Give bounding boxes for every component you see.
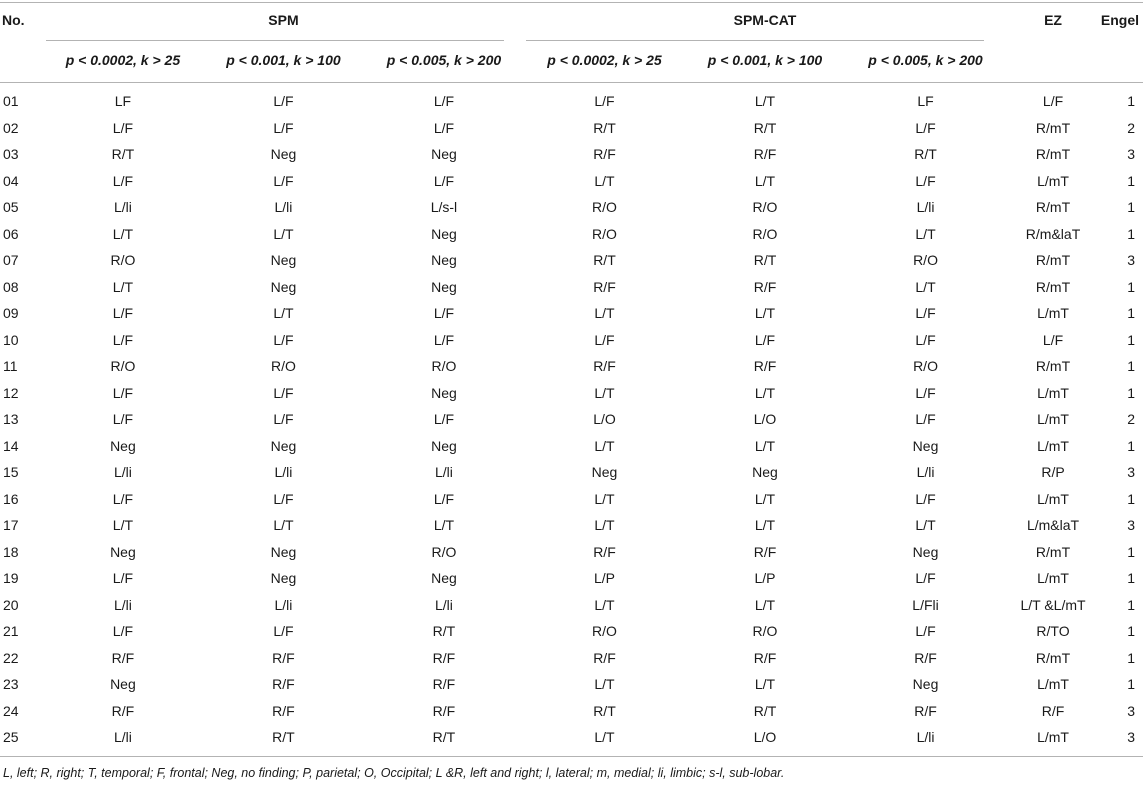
cell-spm-b: R/T [272,729,295,746]
cell-patient-no: 14 [3,437,19,454]
cell-ez: R/mT [1035,252,1071,269]
cell-ez: L/mT [1037,305,1069,322]
cell-ez: L/mT [1037,411,1069,428]
cell-ez: R/mT [1035,649,1071,666]
cell-spmcat-b: L/T [754,384,776,401]
threshold-header: p < 0.001, k > 100 [226,52,341,68]
cell-ez: L/m&laT [1026,517,1080,534]
cell-patient-no: 03 [3,146,19,163]
cell-patient-no: 01 [3,93,19,110]
cell-spmcat-a: Neg [591,464,618,481]
cell-spmcat-a: R/O [592,623,617,640]
cell-spmcat-a: R/F [593,358,616,375]
cell-patient-no: 16 [3,490,19,507]
cell-patient-no: 06 [3,225,19,242]
cell-ez: R/TO [1036,623,1070,640]
table-row [0,433,1143,460]
cell-patient-no: 20 [3,596,19,613]
cell-patient-no: 07 [3,252,19,269]
table-row [0,618,1143,645]
cell-spm-b: L/li [274,596,293,613]
cell-spmcat-b: L/T [754,596,776,613]
cell-engel: 3 [1127,146,1135,163]
cell-spm-b: Neg [270,146,297,163]
cell-spm-a: L/F [112,384,134,401]
table-row [0,698,1143,725]
footnote: L, left; R, right; T, temporal; F, frontal; Neg, no finding; P, parietal; O, Occipital; L &R, left and right; l, lateral; m, medial; li, limbic; s-l, sub-lobar. [3,766,785,780]
cell-spm-b: R/F [272,676,295,693]
table-row [0,221,1143,248]
cell-patient-no: 22 [3,649,19,666]
cell-spm-a: L/F [112,623,134,640]
cell-spm-a: L/F [112,172,134,189]
cell-engel: 1 [1127,172,1135,189]
cell-ez: R/mT [1035,119,1071,136]
cell-spm-c: Neg [431,570,457,587]
cell-ez: R/m&laT [1025,225,1081,242]
cell-spm-b: L/li [274,199,293,216]
cell-spm-a: L/T [112,517,134,534]
cell-spmcat-a: R/T [593,252,616,269]
header-engel: Engel [1100,12,1139,28]
table-row [0,141,1143,168]
cell-spm-b: L/F [273,623,294,640]
cell-patient-no: 19 [3,570,19,587]
cell-engel: 1 [1127,596,1135,613]
cell-spm-b: L/F [273,119,294,136]
cell-spm-b: L/li [274,464,293,481]
cell-spm-b: Neg [270,543,297,560]
cell-spm-c: R/T [432,623,456,640]
cell-engel: 3 [1127,517,1135,534]
cell-patient-no: 17 [3,517,19,534]
table-row [0,539,1143,566]
cell-spm-c: L/F [433,331,455,348]
cell-spmcat-c: L/T [915,225,936,242]
cell-engel: 1 [1127,305,1135,322]
table-row [0,194,1143,221]
table-row [0,671,1143,698]
cell-spmcat-b: R/T [753,119,777,136]
cell-spm-a: L/F [112,411,134,428]
cell-spm-a: L/T [112,278,134,295]
cell-spm-b: Neg [270,278,297,295]
cell-spmcat-b: L/T [754,305,776,322]
cell-spmcat-b: L/T [754,490,776,507]
table-row [0,380,1143,407]
cell-spm-c: Neg [431,252,457,269]
cell-engel: 1 [1127,225,1135,242]
cell-spmcat-c: R/F [914,702,937,719]
cell-spmcat-c: R/O [913,358,938,375]
cell-ez: L/mT [1037,384,1069,401]
cell-spmcat-c: L/li [916,464,935,481]
cell-patient-no: 11 [3,358,18,375]
cell-spm-c: L/T [433,517,455,534]
cell-spm-a: Neg [110,676,136,693]
threshold-header: p < 0.005, k > 200 [386,52,502,68]
cell-spm-c: L/F [433,490,455,507]
cell-spm-a: R/F [111,649,135,666]
table-row [0,512,1143,539]
table-row [0,247,1143,274]
table-row [0,592,1143,619]
cell-spm-c: L/F [433,305,455,322]
cell-spmcat-c: R/F [914,649,937,666]
cell-spmcat-b: Neg [752,464,778,481]
table-row [0,459,1143,486]
cell-spm-a: L/F [112,570,134,587]
cell-spmcat-b: R/O [752,623,778,640]
cell-spm-a: L/li [113,199,132,216]
cell-spmcat-a: L/T [594,172,615,189]
cell-spmcat-c: L/F [915,172,936,189]
cell-spmcat-a: R/F [593,278,616,295]
cell-spm-b: R/F [272,649,295,666]
cell-spmcat-b: R/O [752,225,778,242]
cell-engel: 1 [1127,543,1135,560]
cell-spmcat-c: R/T [914,146,937,163]
cell-spmcat-b: R/F [753,278,777,295]
cell-engel: 3 [1127,464,1135,481]
cell-engel: 1 [1127,384,1135,401]
cell-ez: L/F [1042,331,1064,348]
cell-spm-a: Neg [110,437,136,454]
cell-spmcat-a: R/F [593,649,616,666]
cell-engel: 1 [1127,649,1135,666]
cell-ez: L/mT [1037,570,1069,587]
cell-spm-c: R/T [432,729,456,746]
cell-ez: L/mT [1037,172,1069,189]
cell-spm-a: L/li [113,729,132,746]
cell-spmcat-a: R/T [593,702,616,719]
cell-spmcat-c: L/F [915,384,936,401]
cell-spmcat-a: R/O [592,225,617,242]
cell-spmcat-a: L/T [594,517,615,534]
cell-engel: 1 [1127,490,1135,507]
cell-spmcat-c: L/Fli [912,596,939,613]
cell-ez: R/mT [1035,543,1071,560]
cell-spmcat-b: L/T [754,517,776,534]
cell-spmcat-c: L/li [916,729,935,746]
cell-spm-c: Neg [431,384,457,401]
cell-patient-no: 23 [3,676,19,693]
cell-spmcat-a: L/T [594,596,615,613]
cell-spmcat-a: L/T [594,729,615,746]
cell-engel: 2 [1127,119,1135,136]
cell-engel: 2 [1127,411,1135,428]
cell-patient-no: 02 [3,119,19,136]
cell-spm-b: L/F [273,331,294,348]
cell-spmcat-b: L/P [754,570,776,587]
cell-ez: R/mT [1035,146,1071,163]
cell-engel: 3 [1127,729,1135,746]
cell-engel: 1 [1127,358,1135,375]
cell-spmcat-c: L/li [916,199,935,216]
cell-spm-b: L/F [273,384,294,401]
cell-spmcat-b: R/F [753,358,777,375]
cell-engel: 3 [1127,702,1135,719]
cell-spm-a: L/li [113,596,132,613]
cell-spmcat-c: Neg [912,543,939,560]
cell-spm-c: Neg [431,278,457,295]
cell-patient-no: 05 [3,199,19,216]
cell-ez: L/mT [1037,729,1069,746]
cell-ez: L/F [1042,93,1064,110]
cell-patient-no: 04 [3,172,19,189]
cell-spmcat-b: L/T [754,676,776,693]
cell-spmcat-a: L/T [594,305,615,322]
cell-spm-b: L/F [273,490,294,507]
cell-spm-c: L/F [433,411,455,428]
cell-spm-a: L/F [112,331,134,348]
cell-spmcat-b: L/T [754,93,776,110]
cell-spm-c: R/F [432,702,456,719]
table-row [0,274,1143,301]
cell-spmcat-a: R/T [593,119,616,136]
table-row [0,115,1143,142]
cell-spmcat-b: L/O [753,411,777,428]
cell-engel: 1 [1127,331,1135,348]
cell-spm-a: R/F [111,702,135,719]
cell-spm-c: L/s-l [430,199,458,216]
cell-patient-no: 25 [3,729,19,746]
cell-spmcat-c: L/F [915,305,936,322]
cell-spmcat-c: Neg [912,437,939,454]
cell-spmcat-c: L/F [915,331,936,348]
header-no: No. [2,12,25,28]
cell-spmcat-b: R/F [753,543,777,560]
cell-spmcat-b: L/F [754,331,776,348]
cell-spm-a: L/li [113,464,132,481]
cell-patient-no: 13 [3,411,19,428]
cell-spm-b: L/F [273,411,294,428]
cell-spm-c: R/O [431,358,457,375]
cell-spmcat-a: L/T [594,384,615,401]
cell-engel: 3 [1127,252,1135,269]
cell-patient-no: 15 [3,464,19,481]
cell-spmcat-a: L/T [594,437,615,454]
cell-spm-c: R/O [431,543,457,560]
cell-spmcat-c: L/F [915,570,936,587]
threshold-header: p < 0.001, k > 100 [707,52,823,68]
cell-spm-b: L/T [273,517,294,534]
cell-engel: 1 [1127,676,1135,693]
cell-patient-no: 12 [3,384,19,401]
cell-spm-b: Neg [270,252,297,269]
cell-ez: R/mT [1035,199,1071,216]
table-row [0,353,1143,380]
cell-spm-a: L/F [112,490,134,507]
cell-spm-c: R/F [432,649,456,666]
cell-spm-c: Neg [431,225,457,242]
cell-engel: 1 [1127,437,1135,454]
cell-spm-c: L/F [433,119,455,136]
cell-spmcat-c: R/O [913,252,938,269]
cell-spm-c: R/F [432,676,456,693]
cell-ez: R/mT [1035,358,1071,375]
cell-spm-a: L/T [112,225,134,242]
cell-spmcat-a: R/F [593,146,616,163]
cell-spm-a: R/T [111,146,135,163]
cell-spmcat-a: L/T [594,490,615,507]
cell-engel: 1 [1127,278,1135,295]
table-row [0,168,1143,195]
cell-engel: 1 [1127,623,1135,640]
cell-ez: L/mT [1037,676,1069,693]
cell-spm-b: Neg [270,570,297,587]
cell-patient-no: 21 [3,623,19,640]
table-row [0,300,1143,327]
cell-spm-c: L/li [435,464,453,481]
cell-spmcat-a: L/F [594,93,615,110]
cell-spmcat-c: L/F [915,411,936,428]
table-row [0,327,1143,354]
cell-spm-b: R/F [272,702,295,719]
header-spm: SPM [268,12,299,28]
cell-ez: L/T &L/mT [1020,596,1086,613]
cell-spm-b: L/F [273,93,294,110]
cell-ez: R/F [1041,702,1065,719]
cell-spmcat-a: L/O [593,411,616,428]
table-row [0,406,1143,433]
cell-spmcat-a: R/O [592,199,617,216]
cell-ez: R/mT [1035,278,1071,295]
cell-spmcat-b: L/O [753,729,777,746]
cell-spmcat-a: R/F [593,543,616,560]
table-row [0,80,1143,115]
cell-spm-b: L/F [273,172,294,189]
cell-patient-no: 18 [3,543,19,560]
cell-spm-b: R/O [270,358,296,375]
cell-spm-a: Neg [110,543,136,560]
threshold-header: p < 0.0002, k > 25 [547,52,662,68]
cell-spmcat-b: R/T [753,252,777,269]
cell-spm-a: L/F [112,305,134,322]
cell-spm-b: Neg [270,437,297,454]
cell-spmcat-c: L/T [915,278,936,295]
cell-engel: 1 [1127,93,1135,110]
table-row [0,486,1143,513]
cell-spmcat-b: R/T [753,702,777,719]
cell-ez: R/P [1041,464,1065,481]
cell-engel: 1 [1127,199,1135,216]
cell-engel: 1 [1127,570,1135,587]
cell-spm-a: R/O [110,358,136,375]
threshold-header: p < 0.005, k > 200 [868,52,983,68]
cell-spmcat-c: LF [917,93,934,110]
header-spm-cat: SPM-CAT [733,12,797,28]
cell-spm-c: Neg [431,437,457,454]
cell-spmcat-b: R/F [753,649,777,666]
table-row [0,645,1143,672]
table-row [0,724,1143,751]
cell-spmcat-c: Neg [912,676,939,693]
bottom-rule [0,756,1143,757]
cell-patient-no: 24 [3,702,19,719]
cell-ez: L/mT [1037,490,1069,507]
cell-spm-b: L/T [273,225,294,242]
cell-spmcat-a: L/P [593,570,615,587]
cell-spmcat-c: L/F [915,623,936,640]
cell-spmcat-c: L/F [915,490,936,507]
cell-spmcat-c: L/F [915,119,936,136]
cell-spm-c: L/F [433,172,455,189]
table-body [0,80,1143,751]
cell-patient-no: 08 [3,278,19,295]
cell-spm-c: L/li [435,596,453,613]
cell-spm-c: Neg [431,146,457,163]
cell-spm-b: L/T [273,305,294,322]
cell-spmcat-b: L/T [754,172,776,189]
cell-spm-a: L/F [112,119,134,136]
header-ez: EZ [1044,12,1062,28]
cell-spmcat-a: L/F [594,331,615,348]
cell-spmcat-b: R/O [752,199,778,216]
cell-spmcat-a: L/T [594,676,615,693]
cell-spm-a: R/O [110,252,136,269]
threshold-header: p < 0.0002, k > 25 [65,52,181,68]
cell-patient-no: 10 [3,331,19,348]
cell-spm-a: LF [114,93,132,110]
cell-patient-no: 09 [3,305,19,322]
cell-ez: L/mT [1037,437,1069,454]
cell-spmcat-b: L/T [754,437,776,454]
cell-spm-c: L/F [433,93,455,110]
cell-spmcat-b: R/F [753,146,777,163]
table-row [0,565,1143,592]
cell-spmcat-c: L/T [915,517,936,534]
